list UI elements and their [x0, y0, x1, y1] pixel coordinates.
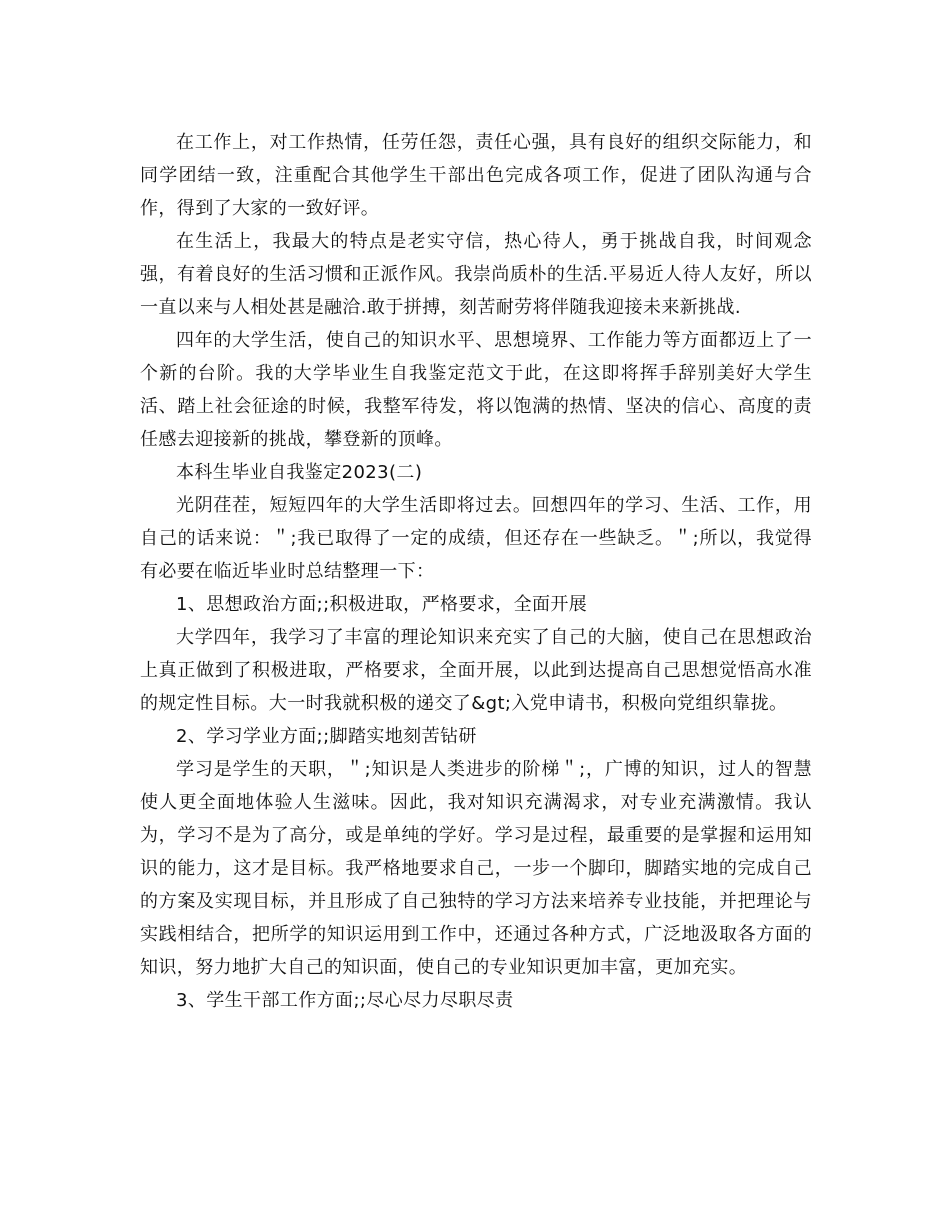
- section-heading: 本科生毕业自我鉴定2023(二): [176, 462, 423, 483]
- paragraph-life: 在生活上，我最大的特点是老实守信，热心待人，勇于挑战自我，时间观念强，有着良好的生活习惯和正派作风。我崇尚质朴的生活.平易近人待人友好，所以一直以来与人相处甚是融洽.敢于拼搏，刻苦耐劳将伴随我迎接未来新挑战.: [140, 231, 812, 318]
- subheading-study: 2、学习学业方面;;脚踏实地刻苦钻研: [176, 726, 477, 747]
- paragraph-politics: 大学四年，我学习了丰富的理论知识来充实了自己的大脑，使自己在思想政治上真正做到了积极进取，严格要求，全面开展，以此到达提高自己思想觉悟高水准的规定性目标。大一时我就积极的递交了&gt;入党申请书，积极向党组织靠拢。: [140, 627, 812, 714]
- document-body: [140, 126, 812, 1017]
- paragraph-work: 在工作上，对工作热情，任劳任怨，责任心强，具有良好的组织交际能力，和同学团结一致，注重配合其他学生干部出色完成各项工作，促进了团队沟通与合作，得到了大家的一致好评。: [140, 132, 812, 219]
- paragraph-study: 学习是学生的天职，＂;知识是人类进步的阶梯＂;，广博的知识，过人的智慧使人更全面地体验人生滋味。因此，我对知识充满渴求，对专业充满激情。我认为，学习不是为了高分，或是单纯的学好。学习是过程，最重要的是掌握和运用知识的能力，这才是目标。我严格地要求自己，一步一个脚印，脚踏实地的完成自己的方案及实现目标，并且形成了自己独特的学习方法来培养专业技能，并把理论与实践相结合，把所学的知识运用到工作中，还通过各种方式，广泛地汲取各方面的知识，努力地扩大自己的知识面，使自己的专业知识更加丰富，更加充实。: [140, 759, 812, 978]
- subheading-politics: 1、思想政治方面;;积极进取，严格要求，全面开展: [176, 594, 588, 615]
- paragraph-summary: 四年的大学生活，使自己的知识水平、思想境界、工作能力等方面都迈上了一个新的台阶。我的大学毕业生自我鉴定范文于此，在这即将挥手辞别美好大学生活、踏上社会征途的时候，我整军待发，将以饱满的热情、坚决的信心、高度的责任感去迎接新的挑战，攀登新的顶峰。: [140, 330, 812, 450]
- paragraph-intro: 光阴荏茬，短短四年的大学生活即将过去。回想四年的学习、生活、工作，用自己的话来说：＂;我已取得了一定的成绩，但还存在一些缺乏。＂;所以，我觉得有必要在临近毕业时总结整理一下：: [140, 495, 812, 582]
- subheading-cadre-work: 3、学生干部工作方面;;尽心尽力尽职尽责: [176, 990, 514, 1011]
